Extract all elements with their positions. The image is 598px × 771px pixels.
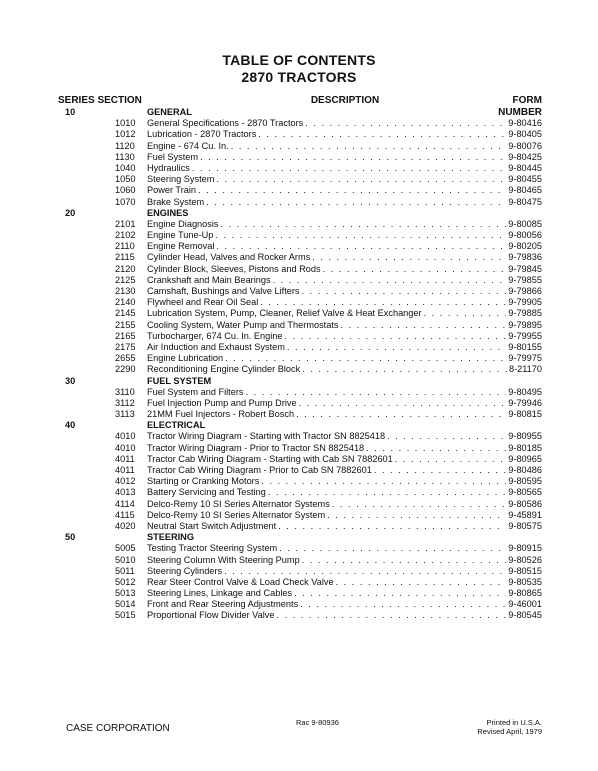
- toc-group-row: [0, 107, 598, 118]
- dot-leader: [273, 275, 507, 286]
- toc-entry: [147, 197, 542, 208]
- section-number: 1010: [115, 118, 136, 129]
- form-number: 9-80445: [508, 162, 542, 173]
- toc-entry: [147, 499, 542, 510]
- section-number: 2145: [115, 308, 136, 319]
- toc-entry: [147, 476, 542, 487]
- section-number: 1050: [115, 174, 136, 185]
- dot-leader: [261, 476, 506, 487]
- form-number: 9-80056: [508, 230, 542, 241]
- toc-entry-row: [0, 297, 598, 308]
- toc-entry-row: [0, 264, 598, 275]
- dot-leader: [332, 499, 506, 510]
- form-number: 9-80526: [508, 554, 542, 565]
- series-number: 50: [65, 532, 76, 543]
- dot-leader: [260, 297, 506, 308]
- toc-entry: [147, 353, 542, 364]
- toc-entry: [147, 409, 542, 420]
- section-number: 2140: [115, 297, 136, 308]
- footer-printed: Printed in U.S.A.: [486, 718, 542, 727]
- entry-description: Engine Lubrication: [147, 353, 224, 364]
- toc-entry-row: [0, 152, 598, 163]
- section-number: 2290: [115, 364, 136, 375]
- toc-entry-row: [0, 443, 598, 454]
- section-number: 5010: [115, 554, 136, 565]
- entry-description: Steering Column With Steering Pump: [147, 554, 300, 565]
- toc-entry-row: [0, 219, 598, 230]
- dot-leader: [277, 610, 507, 621]
- toc-entry: [147, 454, 542, 465]
- form-number: 9-80955: [508, 431, 542, 442]
- toc-entry-row: [0, 129, 598, 140]
- form-number: 9-79855: [508, 274, 542, 285]
- dot-leader: [216, 174, 506, 185]
- toc-entry: [147, 308, 542, 319]
- entry-description: Steering System: [147, 174, 215, 185]
- entry-description: 21MM Fuel Injectors - Robert Bosch: [147, 409, 295, 420]
- toc-entry-row: [0, 308, 598, 319]
- dot-leader: [302, 555, 507, 566]
- dot-leader: [268, 487, 506, 498]
- toc-entry-row: [0, 364, 598, 375]
- footer-revised: Revised April, 1979: [477, 727, 542, 736]
- dot-leader: [246, 387, 507, 398]
- group-name: FUEL SYSTEM: [147, 375, 212, 386]
- toc-entry-row: [0, 252, 598, 263]
- section-number: 2102: [115, 230, 136, 241]
- form-number: 9-79905: [508, 297, 542, 308]
- toc-entry: [147, 230, 542, 241]
- section-number: 4010: [115, 431, 136, 442]
- section-number: 5005: [115, 543, 136, 554]
- form-number: 9-79885: [508, 308, 542, 319]
- entry-description: Testing Tractor Steering System: [147, 543, 278, 554]
- series-number: 10: [65, 107, 76, 117]
- dot-leader: [336, 577, 507, 588]
- toc-entry: [147, 555, 542, 566]
- section-number: 4010: [115, 442, 136, 453]
- entry-description: Brake System: [147, 196, 205, 207]
- section-number: 1120: [115, 140, 135, 151]
- section-number: 2101: [115, 218, 136, 229]
- toc-entry-row: [0, 476, 598, 487]
- form-number: 9-79845: [508, 263, 542, 274]
- toc-entry: [147, 588, 542, 599]
- footer-print-info: [477, 718, 542, 736]
- form-number: 9-80205: [508, 241, 542, 252]
- form-number: 9-80865: [508, 588, 542, 599]
- section-number: 4013: [115, 487, 136, 498]
- dot-leader: [285, 331, 507, 342]
- entry-description: Starting or Cranking Motors: [147, 476, 260, 487]
- entry-description: Power Train: [147, 185, 197, 196]
- entry-description: Tractor Wiring Diagram - Starting with Tractor SN 8825418: [147, 431, 386, 442]
- form-number: 9-79895: [508, 319, 542, 330]
- dot-leader: [279, 543, 506, 554]
- dot-leader: [287, 342, 506, 353]
- section-number: 2115: [115, 252, 135, 263]
- form-number: 9-80425: [508, 151, 542, 162]
- toc-entry-row: [0, 409, 598, 420]
- dot-leader: [340, 320, 506, 331]
- section-number: 2120: [115, 263, 136, 274]
- footer-company: CASE CORPORATION: [66, 723, 170, 734]
- toc-entry: [147, 241, 542, 252]
- toc-entry: [147, 387, 542, 398]
- dot-leader: [327, 510, 506, 521]
- toc-entry: [147, 264, 542, 275]
- form-number: 8-21170: [508, 364, 542, 375]
- toc-entry-row: [0, 353, 598, 364]
- toc-entry-row: [0, 286, 598, 297]
- dot-leader: [395, 454, 507, 465]
- section-number: 4011: [115, 465, 135, 475]
- toc-entry-row: [0, 599, 598, 610]
- section-number: 3113: [115, 409, 135, 420]
- toc-entry: [147, 129, 542, 140]
- series-number: 30: [65, 375, 76, 386]
- toc-entry: [147, 610, 542, 621]
- section-number: 5012: [115, 576, 136, 587]
- entry-description: Tractor Wiring Diagram - Prior to Tractor SN 8825418: [147, 442, 365, 453]
- toc-entry-row: [0, 454, 598, 465]
- toc-entry: [147, 174, 542, 185]
- entry-description: Fuel System and Filters: [147, 386, 244, 397]
- entry-description: Cooling System, Water Pump and Thermostats: [147, 319, 339, 330]
- toc-entry-row: [0, 241, 598, 252]
- toc-entry: [147, 118, 542, 129]
- group-name: ENGINES: [147, 207, 189, 218]
- section-number: 5013: [115, 588, 136, 599]
- entry-description: Steering Cylinders: [147, 565, 223, 576]
- toc-entry-row: [0, 174, 598, 185]
- entry-description: Cylinder Head, Valves and Rocker Arms: [147, 252, 311, 263]
- toc-group-row: [0, 376, 598, 387]
- toc-entry: [147, 431, 542, 442]
- dot-leader: [302, 364, 507, 375]
- dot-leader: [305, 118, 506, 129]
- toc-group-row: [0, 420, 598, 431]
- toc-entry: [147, 398, 542, 409]
- toc-entry-row: [0, 577, 598, 588]
- dot-leader: [296, 409, 506, 420]
- toc-entry-row: [0, 487, 598, 498]
- toc-entry-row: [0, 588, 598, 599]
- dot-leader: [198, 185, 506, 196]
- entry-description: Lubrication System, Pump, Cleaner, Relief Valve & Heat Exchanger: [147, 308, 422, 319]
- header-series-section: SERIES SECTION: [58, 95, 142, 106]
- footer-rac-number: Rac 9-80936: [296, 718, 339, 727]
- toc-list: [0, 107, 598, 622]
- dot-leader: [294, 588, 506, 599]
- entry-description: Air Induction and Exhaust System: [147, 341, 285, 352]
- series-number: 20: [65, 207, 76, 218]
- toc-entry-row: [0, 555, 598, 566]
- entry-description: Camshaft, Bushings and Valve Lifters: [147, 286, 300, 296]
- form-number: 9-80965: [508, 453, 542, 464]
- group-name: STEERING: [147, 532, 194, 543]
- dot-leader: [216, 241, 506, 252]
- form-number: 9-80575: [508, 520, 542, 531]
- section-number: 3110: [115, 386, 135, 397]
- section-number: 1070: [115, 196, 136, 207]
- toc-entry: [147, 331, 542, 342]
- toc-entry: [147, 443, 542, 454]
- page-title: TABLE OF CONTENTS: [222, 52, 376, 68]
- series-number: 40: [65, 420, 76, 431]
- entry-description: Fuel Injection Pump and Pump Drive: [147, 397, 297, 408]
- section-number: 1060: [115, 185, 136, 196]
- dot-leader: [312, 252, 506, 263]
- toc-entry: [147, 599, 542, 610]
- entry-description: Fuel System: [147, 151, 199, 162]
- form-number: 9-80495: [508, 386, 542, 397]
- toc-entry: [147, 543, 542, 554]
- dot-leader: [366, 443, 506, 454]
- toc-group-row: [0, 532, 598, 543]
- toc-entry-row: [0, 543, 598, 554]
- toc-entry: [147, 487, 542, 498]
- toc-entry: [147, 275, 542, 286]
- form-number: 9-79946: [508, 397, 542, 408]
- form-number: 9-80915: [508, 543, 542, 554]
- section-number: 4114: [115, 498, 135, 509]
- dot-leader: [221, 219, 507, 230]
- toc-entry: [147, 219, 542, 230]
- dot-leader: [200, 152, 506, 163]
- dot-leader: [224, 566, 506, 577]
- toc-entry-row: [0, 185, 598, 196]
- entry-description: Neutral Start Switch Adjustment: [147, 520, 277, 531]
- dot-leader: [387, 431, 506, 442]
- form-number: 9-80545: [508, 610, 542, 621]
- entry-description: Engine - 674 Cu. In.: [147, 140, 229, 151]
- entry-description: Reconditioning Engine Cylinder Block: [147, 364, 301, 375]
- toc-entry-row: [0, 141, 598, 152]
- form-number: 9-79955: [508, 330, 542, 341]
- entry-description: Engine Diagnosis: [147, 218, 219, 229]
- toc-entry-row: [0, 118, 598, 129]
- toc-entry: [147, 286, 542, 297]
- dot-leader: [323, 264, 507, 275]
- toc-entry-row: [0, 610, 598, 621]
- header-description: DESCRIPTION: [310, 95, 380, 106]
- group-name: GENERAL: [147, 107, 192, 117]
- toc-entry: [147, 297, 542, 308]
- section-number: 2175: [115, 341, 136, 352]
- section-number: 4115: [115, 509, 135, 520]
- section-number: 5014: [115, 599, 136, 610]
- toc-entry-row: [0, 197, 598, 208]
- section-number: 5011: [115, 565, 135, 576]
- form-number: 9-80595: [508, 476, 542, 487]
- entry-description: Battery Servicing and Testing: [147, 487, 266, 498]
- toc-entry: [147, 364, 542, 375]
- toc-entry-row: [0, 331, 598, 342]
- entry-description: Engine Removal: [147, 241, 215, 252]
- form-number: 9-45891: [508, 509, 542, 520]
- toc-entry-row: [0, 499, 598, 510]
- section-number: 2110: [115, 241, 135, 252]
- form-number: 9-80076: [508, 140, 542, 151]
- entry-description: Flywheel and Rear Oil Seal: [147, 297, 259, 308]
- dot-leader: [231, 141, 507, 152]
- toc-entry-row: [0, 320, 598, 331]
- entry-description: Steering Lines, Linkage and Cables: [147, 588, 293, 599]
- toc-entry: [147, 141, 542, 152]
- toc-entry: [147, 163, 542, 174]
- form-number: 9-80185: [508, 442, 542, 453]
- form-number: 9-79836: [508, 252, 542, 263]
- entry-description: Cylinder Block, Sleeves, Pistons and Rods: [147, 263, 321, 274]
- section-number: 2125: [115, 274, 136, 285]
- entry-description: Delco-Remy 10 SI Series Alternator Systems: [147, 498, 330, 509]
- toc-entry-row: [0, 521, 598, 532]
- form-number: 9-80085: [508, 218, 542, 229]
- toc-entry-row: [0, 566, 598, 577]
- dot-leader: [225, 353, 506, 364]
- toc-entry-row: [0, 230, 598, 241]
- form-number: 9-79975: [508, 353, 542, 364]
- header-number: NUMBER: [498, 107, 542, 118]
- entry-description: Rear Steer Control Valve & Load Check Valve: [147, 576, 334, 587]
- dot-leader: [302, 286, 507, 297]
- form-number: 9-80486: [508, 465, 542, 475]
- entry-description: Delco-Remy 10 SI Series Alternator System: [147, 509, 326, 520]
- toc-entry-row: [0, 510, 598, 521]
- group-name: ELECTRICAL: [147, 420, 206, 431]
- form-number: 9-80815: [508, 409, 542, 420]
- toc-entry-row: [0, 387, 598, 398]
- toc-entry-row: [0, 431, 598, 442]
- dot-leader: [278, 521, 506, 532]
- toc-entry: [147, 510, 542, 521]
- toc-entry: [147, 342, 542, 353]
- dot-leader: [299, 398, 507, 409]
- dot-leader: [300, 599, 506, 610]
- section-number: 1130: [115, 151, 135, 162]
- page-subtitle: 2870 TRACTORS: [241, 69, 357, 85]
- section-number: 2130: [115, 286, 136, 296]
- toc-entry: [147, 152, 542, 163]
- header-form: FORM: [512, 95, 542, 106]
- entry-description: Hydraulics: [147, 162, 190, 173]
- form-number: 9-80405: [508, 129, 542, 140]
- toc-group-row: [0, 208, 598, 219]
- toc-entry: [147, 521, 542, 532]
- entry-description: Proportional Flow Divider Valve: [147, 610, 275, 621]
- form-number: 9-80416: [508, 118, 542, 129]
- toc-entry-row: [0, 342, 598, 353]
- form-number: 9-80565: [508, 487, 542, 498]
- form-number: 9-80475: [508, 196, 542, 207]
- dot-leader: [258, 129, 506, 140]
- dot-leader: [424, 308, 507, 319]
- toc-entry: [147, 465, 542, 476]
- section-number: 4012: [115, 476, 136, 487]
- dot-leader: [374, 465, 506, 476]
- section-number: 4020: [115, 520, 136, 531]
- form-number: 9-80515: [508, 565, 542, 576]
- entry-description: General Specifications - 2870 Tractors: [147, 118, 304, 129]
- form-number: 9-79866: [508, 286, 542, 296]
- form-number: 9-80455: [508, 174, 542, 185]
- entry-description: Turbocharger, 674 Cu. In. Engine: [147, 330, 283, 341]
- section-number: 3112: [115, 397, 135, 408]
- section-number: 2655: [115, 353, 136, 364]
- toc-entry-row: [0, 275, 598, 286]
- section-number: 5015: [115, 610, 136, 621]
- toc-entry: [147, 252, 542, 263]
- toc-entry: [147, 566, 542, 577]
- entry-description: Crankshaft and Main Bearings: [147, 274, 271, 285]
- form-number: 9-80586: [508, 498, 542, 509]
- dot-leader: [215, 230, 506, 241]
- form-number: 9-80465: [508, 185, 542, 196]
- entry-description: Tractor Cab Wiring Diagram - Starting with Cab SN 7882601: [147, 453, 393, 464]
- toc-entry: [147, 577, 542, 588]
- dot-leader: [206, 197, 506, 208]
- toc-entry: [147, 185, 542, 196]
- section-number: 1040: [115, 162, 136, 173]
- entry-description: Engine Tune-Up: [147, 230, 214, 241]
- toc-entry-row: [0, 163, 598, 174]
- toc-entry-row: [0, 398, 598, 409]
- form-number: 9-46001: [508, 599, 542, 610]
- form-number: 9-80155: [508, 341, 542, 352]
- section-number: 2155: [115, 319, 136, 330]
- entry-description: Lubrication - 2870 Tractors: [147, 129, 257, 140]
- toc-entry: [147, 320, 542, 331]
- section-number: 2165: [115, 330, 136, 341]
- toc-entry-row: [0, 465, 598, 476]
- form-number: 9-80535: [508, 576, 542, 587]
- entry-description: Tractor Cab Wiring Diagram - Prior to Cab SN 7882601: [147, 465, 372, 475]
- section-number: 4011: [115, 453, 135, 464]
- entry-description: Front and Rear Steering Adjustments: [147, 599, 299, 610]
- dot-leader: [192, 163, 506, 174]
- section-number: 1012: [115, 129, 136, 140]
